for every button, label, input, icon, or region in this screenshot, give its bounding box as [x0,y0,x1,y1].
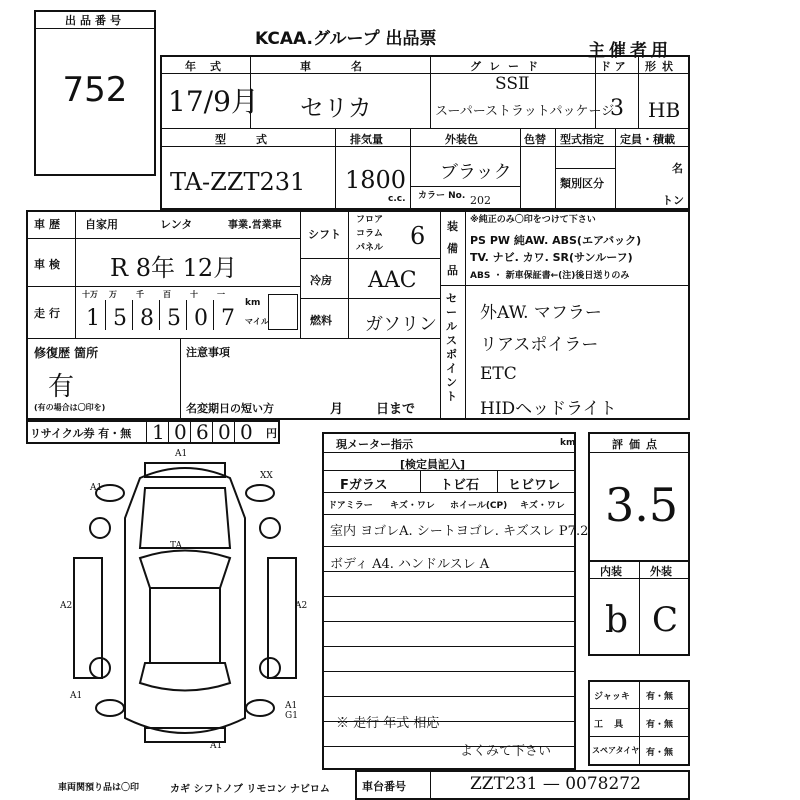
mileage-digit-4: 0 [194,306,208,331]
car-left-side [74,558,102,678]
front-bumper [145,463,225,477]
diagram-mark-0: A1 [175,449,188,459]
chassis-value: ZZT231 — 0078272 [470,774,641,794]
interior-value: b [605,600,629,641]
diagram-mark-8: A1 [285,701,298,711]
car-name-label: 車名 [300,60,402,73]
footer-items: カギ シフトノブ リモコン ナビロム [170,784,330,795]
sales-point-3: ETC [480,364,517,384]
mileage-digit-3: 5 [167,306,181,331]
person-label: 名 [672,162,683,175]
equipment-line-2: TV. ナビ. カワ. SR(サンルーフ) [470,251,633,264]
transfer-day: 日まで [376,402,416,417]
recycle-label: リサイクル券 有・無 [30,427,132,440]
car-name-value: セリカ [300,94,372,122]
shape-value: HB [648,98,681,122]
displacement-value: 1800 [345,166,407,194]
repair-note: (有の場合は〇印を) [34,403,106,412]
equipment-label: 装備品 [447,220,458,277]
recycle-unit: 円 [266,427,277,440]
grade-value-2: スーパーストラットパッケージ [435,104,615,119]
fuel-value: ガソリン [365,314,437,335]
diagram-mark-5: A2 [295,601,308,611]
diagram-mark-2: XX [260,471,273,481]
inspector-cell-fglass: Fガラス [340,478,388,493]
history-option-rental: レンタ [160,218,193,231]
mileage-unit-4: 十 [190,290,198,299]
shaken-value: R 8年 12月 [110,254,238,282]
exterior-label: 外装 [650,565,672,578]
mileage-unit-km: km [245,298,261,308]
footer-note: 車両関預り品は〇印 [58,783,140,793]
tire-rear-left [96,700,124,716]
history-option-private: 自家用 [85,218,118,231]
equipment-note: ※純正のみ〇印をつけて下さい [470,215,596,225]
sales-point-1: 外AW. マフラー [480,303,602,323]
wheel-front-right [260,518,280,538]
year-label: 年式 [185,60,235,73]
color-no-label: 色替 [524,133,546,146]
mileage-unit-5: 一 [217,290,225,299]
mileage-unit-0: 十万 [82,290,98,299]
mileage-label: 走行 [34,307,64,320]
lot-number-label: 出品番号 [65,14,125,27]
repair-value: 有 [48,372,75,402]
history-label: 車歴 [34,218,64,231]
transfer-label: 名変期日の短い方 [186,402,274,415]
recycle-digit-3: 0 [218,420,231,444]
ext-color-label: 外装色 [445,133,478,146]
shift-floor: フロア [356,215,384,225]
color-no-value: 202 [470,194,491,207]
inspector-cell-stone: トビ石 [440,478,480,493]
mileage-digit-5: 7 [221,306,235,331]
history-option-business: 事業.営業車 [228,220,282,231]
mileage-digit-2: 8 [140,306,154,331]
shift-value: 6 [410,222,426,250]
inspector-header: [検定員記入] [400,458,466,471]
shape-label: 形状 [645,60,679,73]
car-roof [150,588,220,663]
mileage-digit-0: 1 [86,306,100,331]
tools-spare-yn: 有・無 [646,748,674,758]
diagram-mark-3: TA [170,541,183,551]
sales-point-label: セールスポイント [446,292,457,403]
shift-label: シフト [308,228,341,241]
inspector-mirror-damage: キズ・ワレ [390,501,435,511]
mirror-right [246,485,274,501]
mileage-unit-box [268,294,298,330]
score-value: 3.5 [605,478,679,532]
wheel-rear-left [90,658,110,678]
color-value: ブラック [440,162,512,183]
meter-unit: km [560,438,576,448]
notes-label: 注意事項 [186,346,230,359]
ton-label: トン [662,194,684,207]
car-rear-window [140,663,230,691]
diagram-mark-7: A1 [210,741,223,751]
shaken-label: 車検 [34,258,64,271]
capacity-label: 定員・積載 [620,133,675,146]
door-value: 3 [610,96,624,121]
header-role: 主催者用 [588,41,672,61]
door-label: ドア [600,60,630,73]
aircon-label: 冷房 [310,274,332,287]
tire-rear-right [246,700,274,716]
model-value: TA-ZZT231 [170,168,306,196]
recycle-digit-1: 0 [174,420,187,444]
mileage-unit-mile: マイル [245,317,269,326]
lot-number-value: 752 [62,70,128,110]
diagram-mark-4: A2 [60,601,73,611]
comment-4: よくみて下さい [460,744,552,759]
mileage-unit-2: 千 [136,290,144,299]
mileage-unit-3: 百 [163,290,171,299]
diagram-mark-9: G1 [285,711,298,721]
inspector-wheel: ホイール(CP) [450,501,508,511]
tools-jack: ジャッキ [594,692,630,702]
car-hood [140,488,230,548]
type-spec-label: 型式指定 [560,133,604,146]
comment-2: ボディ A4. ハンドルスレ A [330,557,490,572]
mileage-digit-1: 5 [113,306,127,331]
transfer-month: 月 [330,402,344,417]
wheel-front-left [90,518,110,538]
cc-label: c.c. [388,194,406,204]
diagram-mark-6: A1 [70,691,83,701]
car-damage-diagram [60,448,310,768]
tools-jack-yn: 有・無 [646,692,674,702]
color-no-sublabel: カラー No. [418,191,466,201]
recycle-digit-4: 0 [240,420,253,444]
equipment-line-1: PS PW 純AW. ABS(エアバック) [470,234,642,247]
diagram-mark-1: A1 [90,483,103,493]
tools-tools-yn: 有・無 [646,720,674,730]
wheel-rear-right [260,658,280,678]
fuel-label: 燃料 [310,314,332,327]
header-title: KCAA.グループ 出品票 [255,29,437,49]
car-windshield [140,551,230,589]
mileage-unit-1: 万 [109,290,117,299]
chassis-label: 車台番号 [362,780,406,793]
inspector-mirror: ドアミラー [328,501,373,511]
comment-3: ※ 走行 年式 相応 [336,716,440,731]
tools-tools: 工 具 [594,720,628,730]
score-label: 評価点 [612,438,663,451]
meter-label: 現メーター指示 [336,438,413,451]
category-label: 類別区分 [560,177,604,190]
shift-column: コラム [356,229,383,239]
interior-label: 内装 [600,565,622,578]
equipment-line-3: ABS ・ 新車保証書←(注)後日送りのみ [470,271,630,281]
comment-1: 室内 ヨゴレA. シートヨゴレ. キズスレ P7.2 [330,524,589,539]
model-label: 型式 [215,133,297,146]
shift-panel: パネル [356,243,384,253]
year-value: 17/9月 [168,85,259,118]
car-right-side [268,558,296,678]
exterior-value: C [652,600,679,640]
sales-point-4: HIDヘッドライト [480,399,617,419]
inspector-wheel-damage: キズ・ワレ [520,501,565,511]
sales-point-2: リアスポイラー [480,335,599,355]
tools-spare: スペアタイヤ [592,746,640,755]
grade-value-1: SSⅡ [495,74,530,94]
aircon-value: AAC [368,268,417,293]
displacement-label: 排気量 [350,133,383,146]
recycle-digit-2: 6 [196,420,209,444]
grade-label: グレード [470,60,546,73]
recycle-digit-0: 1 [152,420,165,444]
repair-label: 修復歴 箇所 [34,346,99,360]
inspector-cell-crack: ヒビワレ [508,478,561,493]
